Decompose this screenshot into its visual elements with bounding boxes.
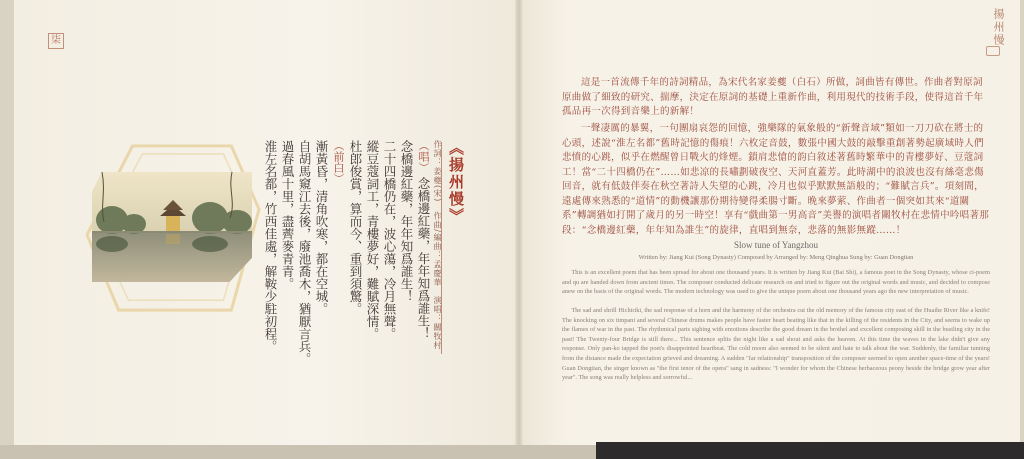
poem-body	[262, 140, 432, 436]
poem-line: 漸黃昏，清角吹寒，都在空城。	[314, 140, 329, 315]
poem-credits: 作詞：姜夔(宋) 作曲/編曲：孟慶華 演唱：關牧村	[433, 140, 442, 350]
booklet-cover-edge	[596, 442, 1024, 459]
english-paragraph: The sad and shrill Hichiriki, the sad response of a horn and the harmony of the orchestra cut the old memory of the famous city east of the Huaihe River like a knife! The knocking on six timpani and several Chinese drums makes people have faster heart beating like that in the killing of the residents in the City, and seems to wake up the flames of war in the past. The rhythmical parts sighing with emotions describe the good dream in the brothel and excellent composing skill in the bustling city in the past! The Twenty-four Bridge is still there... This sentence splits the night like a sad shout and asks the heaven. At this time the waves in the lake didn't give any response. Only pan-ko tapped the poet's disappointed heartbeat. The cold moon also seemed to be silent and hate to talk about the war. Suddenly, the familiar tunning from the distance made the expectation grieved and dreaming. A sudden "far relationship" transposition of the composer seemed to open another space-time of the years! Guan Dongtian, the singer known as "the first tenor of the opera" sang in sadness: "I wonder for whom the Chinese herbaceous peony beside the bridge grow year after year". The song was really helpless and sorrowful...	[562, 307, 990, 382]
poem-line: 過春風十里，盡薺麥青青。	[280, 140, 295, 290]
poem-line: 縱豆蔻詞工，青樓夢好，難賦深情。	[365, 140, 380, 340]
poem-line: 淮左名都，竹西佳處，解鞍少駐初程。	[263, 140, 278, 353]
poem-line: 二十四橋仍在，波心蕩，冷月無聲。	[382, 140, 397, 340]
poem-title: 《揚州慢》	[447, 140, 465, 225]
running-title: 揚州慢	[992, 8, 1005, 47]
english-credits: Written by: Jiang Kui (Song Dynasty) Composed by Arranged by: Meng Qinghua Sung by: Guan Dongtian	[638, 254, 914, 261]
poem-line: 念橋邊紅藥，年年知爲誰生！	[416, 176, 431, 340]
poem-line: 自胡馬窺江去後，廢池喬木，猶厭言兵。	[297, 140, 312, 365]
chinese-paragraph: 這是一首流傳千年的詩詞精品，為宋代名家姜夔（白石）所做，詞曲皆有傳世。作曲者對原詞原曲做了細致的研究、揣摩，決定在原詞的基礎上重新作曲，利用現代的技術手段，使得這首千年孤品再一次得到音樂上的新解！	[562, 77, 984, 117]
english-paragraph: This is an excellent poem that has been spread for about one thousand years. It is written by Jiang Kui (Bai Shi), a famous poet in the Song Dynasty, whose ci-poem and qu are handed down from ancient times. The composer conducted delicate research on and tried to figure out the original words and music, and decided to compose anew on the basis of the original words. The modern technology was used to give the unique poem about one thousand years ago the new interpretation of music.	[562, 269, 990, 296]
book-gutter	[515, 0, 523, 445]
ornament-mark	[986, 46, 1000, 56]
section-label-prelude: （前白）	[332, 140, 345, 184]
chinese-paragraph: 一聲凄厲的暴翼，一句團扇哀怨的回憶，強樂隊的氣象般的“新聲音域”類如一刀刀砍在將士的心頭，述說“淮左名都”舊時記憶的傷痕！六枚定音鼓，數張中國大鼓的敲擊重創著勢起廣域時人們悲憤的心跳，似乎在燃醒曾日戰火的烽煙。鎖肩悲愴的韵白敘述著舊時繁華中的青樓夢好、豆蔻詞工！當“二十四橋仍在”……如悲凉的長嘯劃破夜空、天河直蓋芳。此時湖中的浪波也沒有絲毫悲傷回音，就有低鼓伴奏在秋空著詩人失望的心跳，冷月也似乎默默無語般的；“難賦言兵”。項刻間，遠處傳來熟悉的“道情”的動機讓那份期待變得柔腸寸斷。晚來夢萦、作曲者一個突如其來“道關系”轉調猶如打開了歲月的另一時空！享有“戲曲第一男高音”美譽的演唱者關牧村在悲情中吟唱著那段：“念橋邊紅藥，年年知為誰生”的旋律，直唱到無奈，悲落的無影無蹤……！	[562, 123, 990, 236]
lake-pavilion-photo	[92, 172, 252, 282]
page-seal-mark: 柒	[48, 33, 64, 49]
section-label-sing: （唱）	[417, 140, 430, 173]
poem-line: 念橋邊紅藥，年年知爲誰生！	[399, 140, 414, 303]
poem-line: 杜郎俊賞，算而今、重到須驚。	[348, 140, 363, 315]
english-title: Slow tune of Yangzhou	[733, 240, 818, 250]
